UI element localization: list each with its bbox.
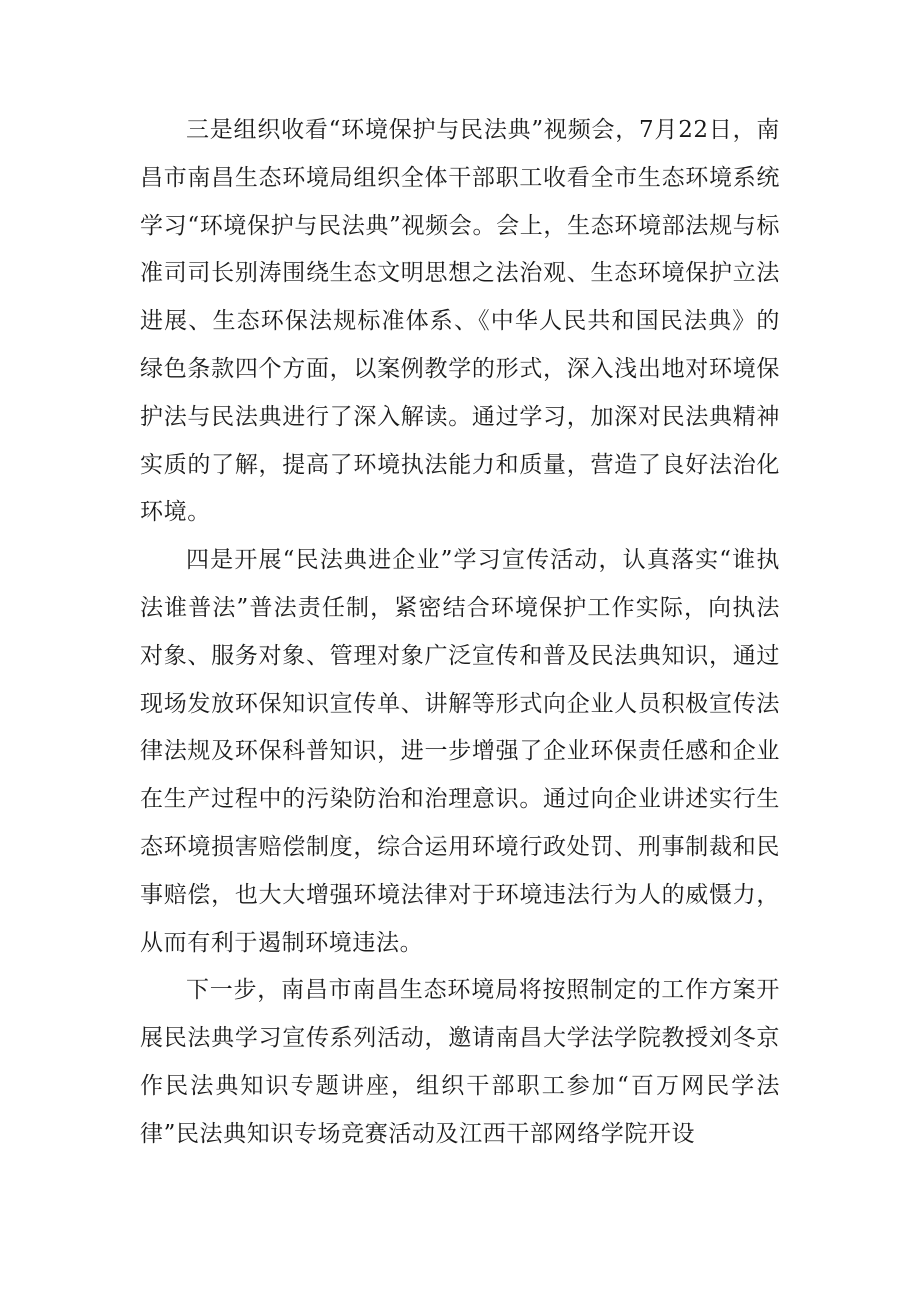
paragraph-activity-three: 三是组织收看“环境保护与民法典”视频会，7月22日，南昌市南昌生态环境局组织全体干部职工收看全市生态环境系统学习“环境保护与民法典”视频会。会上，生态环境部法规与标准司司长别涛围绕生态文明思想之法治观、生态环境保护立法进展、生态环保法规标准体系、《中华人民共和国民法典》的绿色条款四个方面，以案例教学的形式，深入浅出地对环境保护法与民法典进行了深入解读。通过学习，加深对民法典精神实质的了解，提高了环境执法能力和质量，营造了良好法治化环境。	[140, 117, 780, 526]
document-body	[140, 107, 780, 1159]
paragraph-next-steps: 下一步，南昌市南昌生态环境局将按照制定的工作方案开展民法典学习宣传系列活动，邀请南昌大学法学院教授刘冬京作民法典知识专题讲座，组织干部职工参加“百万网民学法律”民法典知识专场竞赛活动及江西干部网络学院开设	[140, 977, 780, 1147]
paragraph-activity-four: 四是开展“民法典进企业”学习宣传活动，认真落实“谁执法谁普法”普法责任制，紧密结合环境保护工作实际，向执法对象、服务对象、管理对象广泛宣传和普及民法典知识，通过现场发放环保知识宣传单、讲解等形式向企业人员积极宣传法律法规及环保科普知识，进一步增强了企业环保责任感和企业在生产过程中的污染防治和治理意识。通过向企业讲述实行生态环境损害赔偿制度，综合运用环境行政处罚、刑事制裁和民事赔偿，也大大增强环境法律对于环境违法行为人的威慑力，从而有利于遏制环境违法。	[140, 547, 780, 956]
